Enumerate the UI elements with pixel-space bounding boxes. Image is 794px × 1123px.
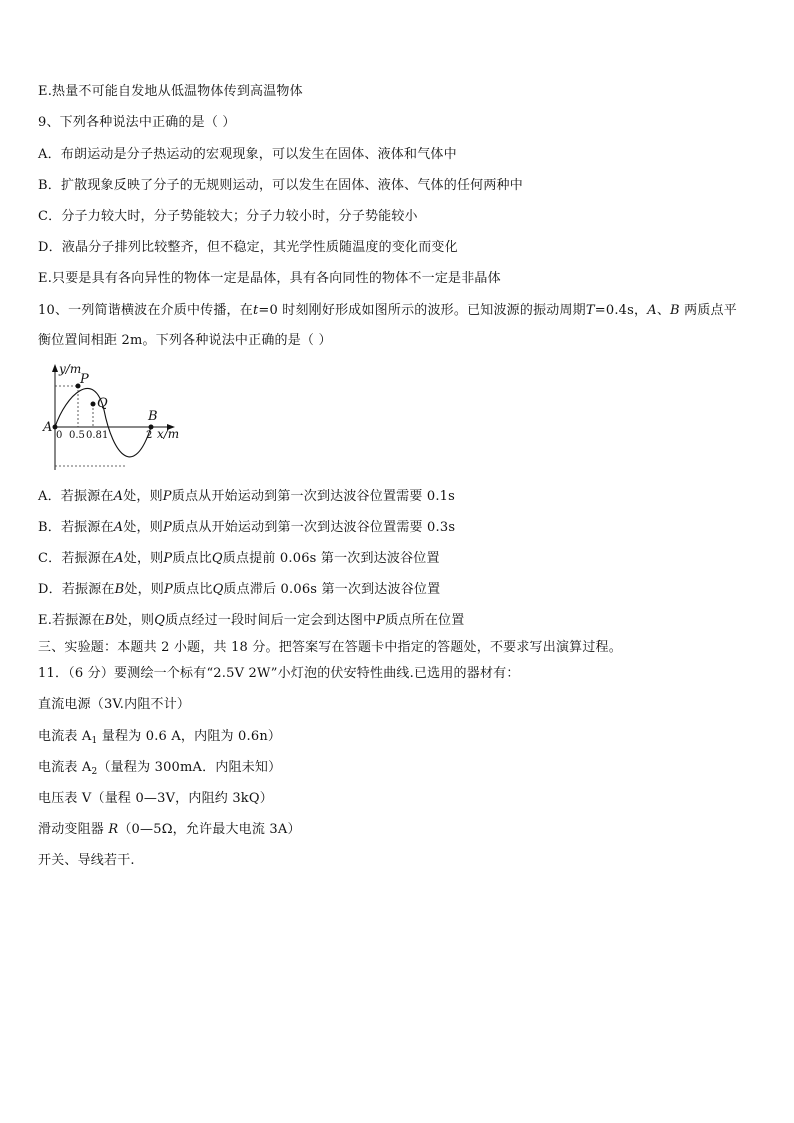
q9-option-c: C．分子力较大时，分子势能较大；分子力较小时，分子势能较小 [38,209,418,224]
equipment-rheostat: 滑动变阻器 R（0—5Ω，允许最大电流 3A） [38,822,301,837]
q9-option-e: E.只要是具有各向异性的物体一定是晶体，具有各向同性的物体不一定是非晶体 [38,271,501,286]
tick-0-8: 0.8 [86,430,102,441]
p-label: P [80,372,89,387]
question-10-stem [38,303,737,319]
point-a [53,425,58,430]
section-3-heading: 三、实验题：本题共 2 小题，共 18 分。把答案写在答题卡中指定的答题处，不要求写出演算过程。 [38,640,622,655]
q10-text-b: =0 时刻刚好形成如图所示的波形。已知波源的振动周期 [258,303,586,318]
equipment-power: 直流电源（3V.内阻不计） [38,697,191,712]
q10-option-b: B．若振源在A处，则P质点从开始运动到第一次到达波谷位置需要 0.3s [38,520,456,535]
tick-2: 2 [146,430,153,441]
equipment-ammeter-a1: 电流表 $A_1$ 量程为 0.6 A，内阻为 0.6n） [38,729,282,746]
tick-0: 0 [56,430,63,441]
wave-figure [36,360,196,480]
q10-text-a: 10、一列简谐横波在介质中传播，在 [38,303,253,318]
q-label: Q [97,396,108,411]
question-10-stem-cont: 衡位置间相距 2m。下列各种说法中正确的是（ ） [38,333,332,348]
y-axis-label: y/m [59,362,82,376]
q10-A-var: A [647,303,657,318]
equipment-ammeter-a2: 电流表 $A_2$（量程为 300mA．内阻未知） [38,760,282,777]
point-q [91,402,96,407]
q10-T-var: T [585,303,595,318]
equipment-voltmeter: 电压表 V（量程 0—3V，内阻约 3kQ） [38,791,273,806]
q10-option-a: A．若振源在A处，则P质点从开始运动到第一次到达波谷位置需要 0.1s [38,489,456,504]
q10-text-c: =0.4s， [594,303,648,318]
question-11-stem: 11．（6 分）要测绘一个标有“2.5V 2W”小灯泡的伏安特性曲线.已选用的器材有： [38,666,520,681]
q10-B-var: B [670,303,680,318]
q10-text-e: 两质点平 [679,303,737,318]
x-axis-label: x/m [157,427,180,441]
q9-option-d: D．液晶分子排列比较整齐，但不稳定，其光学性质随温度的变化而变化 [38,240,458,255]
a-label: A [43,420,53,435]
equipment-switch: 开关、导线若干. [38,853,135,868]
q9-option-a: A．布朗运动是分子热运动的宏观现象，可以发生在固体、液体和气体中 [38,147,457,162]
tick-0-5: 0.5 [69,430,85,441]
q10-option-c: C．若振源在A处，则P质点比Q质点提前 0.06s 第一次到达波谷位置 [38,551,440,566]
tick-1: 1 [102,430,109,441]
question-9-stem: 9、下列各种说法中正确的是（ ） [38,115,236,130]
q9-option-b: B．扩散现象反映了分子的无规则运动，可以发生在固体、液体、气体的任何两种中 [38,178,523,193]
b-label: B [148,409,158,424]
point-b [149,425,154,430]
q10-option-d: D．若振源在B处，则P质点比Q质点滞后 0.06s 第一次到达波谷位置 [38,582,441,597]
y-axis-arrow [52,364,58,372]
q10-text-d: 、 [656,303,671,318]
text-line: E.热量不可能自发地从低温物体传到高温物体 [38,84,303,99]
q10-option-e: E.若振源在B处，则Q质点经过一段时间后一定会到达图中P质点所在位置 [38,613,465,628]
q10-t-var: t [252,303,259,318]
